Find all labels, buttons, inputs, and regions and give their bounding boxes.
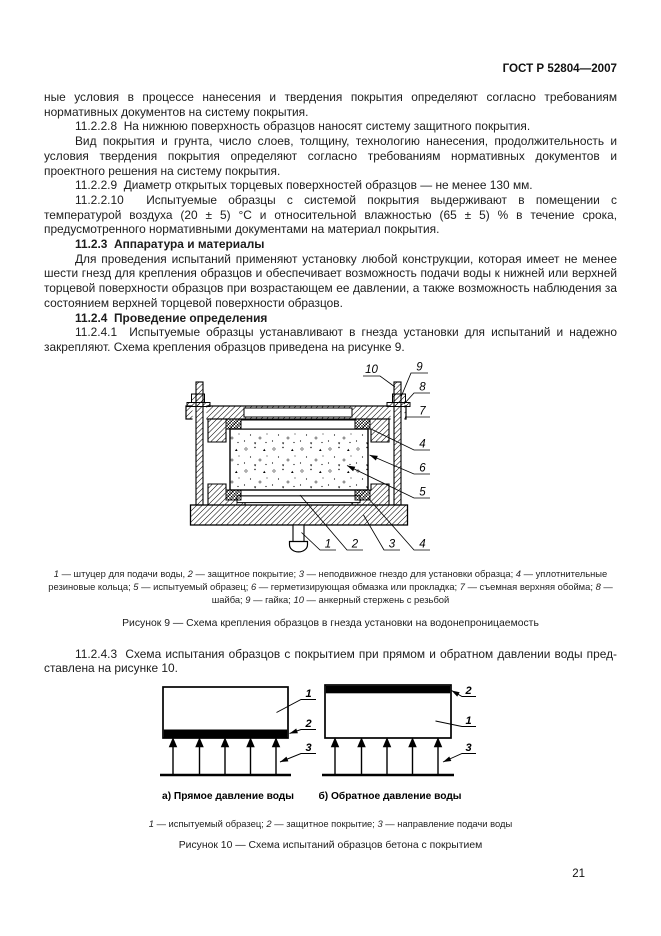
- clause-11229: 11.2.2.9 Диаметр открытых торцевых поверхностей образцов — не менее 130 мм.: [75, 178, 533, 193]
- paragraph-apparatus: Для проведения испытаний применяют установку любой конструкции, которая имеет не менее шести гнезд для крепления образцов и обеспечивает возможность подачи воды к нижней или верхней торцевой поверхности образцов при возрастающем ее давлении, а также возможность наблюдения за состоянием верхней торцевой поверхности образцов.: [44, 251, 617, 310]
- legend-item: [266, 818, 377, 829]
- legend-text: — испытуемый образец;: [138, 580, 251, 592]
- rubber-seal-bottom-right: [355, 490, 370, 500]
- base-plate: [191, 505, 408, 525]
- legend-text: — шайба;: [211, 580, 613, 605]
- legend-text: — уплотнительные резиновые кольца;: [48, 567, 608, 592]
- legend-item: [251, 581, 460, 592]
- callout-2: 2: [351, 538, 359, 551]
- paragraph-continuation: ные условия в процессе нанесения и твердения покрытия определяют согласно требованиям нормативных документов на систему покрытия.: [44, 90, 617, 119]
- callout-6: 6: [419, 462, 426, 475]
- legend-num: 6: [250, 580, 257, 592]
- paragraph-coating-type: Вид покрытия и грунта, число слоев, толщину, технологию нанесения, продолжительность и условия твердения покрытия определяют согласно требованиям нормативных документов и проектного решения на систему покрытия.: [44, 134, 617, 178]
- callout-b-1: 1: [465, 715, 472, 728]
- callout-1: 1: [324, 538, 332, 551]
- body-text: [44, 90, 617, 851]
- legend-num: 2: [266, 818, 272, 830]
- figure10-diagram: [158, 682, 503, 804]
- figure9: [44, 357, 617, 629]
- clause-11228: 11.2.2.8 На нижнюю поверхность образцов наносят систему защитного покрытия.: [75, 119, 531, 134]
- anchor-rod-left: [196, 382, 203, 505]
- coating-a: [164, 730, 287, 738]
- clause-11243: 11.2.4.3 Схема испытания образцов с покрытием при прямом и обратном давлении воды представлена на рисунке 10.: [44, 646, 617, 676]
- callout-4-upper: 4: [419, 438, 426, 451]
- legend-num: 4: [515, 567, 522, 579]
- legend-item: [377, 818, 512, 829]
- coating-b: [326, 686, 450, 694]
- fixture-cross-section: [186, 361, 430, 551]
- legend-text: — герметизирующая обмазка или прокладка;: [256, 580, 460, 592]
- legend-num: 9: [245, 593, 251, 605]
- legend-text: — защитное покрытие;: [192, 567, 299, 579]
- legend-num: 1: [148, 818, 154, 830]
- callout-3: 3: [388, 538, 396, 551]
- legend-text: — испытуемый образец;: [153, 818, 267, 830]
- rubber-seal-top-right: [355, 419, 370, 429]
- heading-1124: 11.2.4 Проведение определения: [75, 310, 268, 325]
- figure10-legend: [44, 817, 617, 830]
- clause-112210: 11.2.2.10 Испытуемые образцы с системой покрытия выдерживают в помещении с температурой воздуха (20 ± 5) °С и относительной влажностью (65 ± 5) % в течение срока, предусмотренного нормативными документами на материал покрытия.: [44, 192, 617, 237]
- legend-text: — съемная верхняя обойма;: [464, 580, 596, 592]
- water-arrows-a: [170, 739, 279, 774]
- legend-text: — гайка;: [250, 593, 294, 605]
- water-arrows-b: [332, 739, 441, 774]
- callout-7: 7: [419, 405, 426, 418]
- legend-text: — штуцер для подачи воды,: [58, 567, 188, 579]
- figure9-caption: Рисунок 9 — Схема крепления образцов в гнезда установки на водонепроницаемость: [122, 617, 539, 629]
- legend-text: — защитное покрытие;: [271, 818, 378, 830]
- water-inlet-fitting: [290, 525, 308, 552]
- legend-item: [133, 581, 251, 592]
- figure10-label-b: б) Обратное давление воды: [318, 791, 462, 803]
- legend-num: 5: [133, 580, 139, 592]
- callout-a-3: 3: [305, 742, 312, 755]
- legend-num: 10: [293, 593, 304, 605]
- reverse-pressure-scheme: [322, 685, 454, 775]
- legend-num: 8: [595, 580, 601, 592]
- rubber-seal-bottom-left: [226, 490, 241, 500]
- legend-item: [245, 594, 293, 605]
- legend-num: 2: [187, 567, 193, 579]
- protective-coating-layer: [241, 490, 355, 496]
- callout-a-1: 1: [305, 688, 312, 701]
- callout-4-lower: 4: [419, 538, 426, 551]
- rubber-seal-top-left: [226, 419, 241, 429]
- legend-num: 7: [459, 580, 465, 592]
- figure9-diagram: [158, 357, 503, 557]
- legend-num: 3: [298, 567, 304, 579]
- callout-9: 9: [416, 361, 423, 374]
- top-plate-window: [244, 408, 352, 417]
- legend-item: [293, 594, 449, 605]
- figure9-legend: [44, 567, 617, 606]
- legend-item: [460, 581, 596, 592]
- legend-text: — неподвижное гнездо для установки образца;: [303, 567, 516, 579]
- legend-num: 1: [53, 567, 59, 579]
- figure10-label-a: а) Прямое давление воды: [162, 791, 294, 803]
- callout-5: 5: [419, 486, 426, 499]
- direct-pressure-scheme: [160, 687, 291, 775]
- page-number: 21: [572, 868, 585, 880]
- legend-item: [299, 568, 516, 579]
- concrete-specimen: [230, 429, 368, 490]
- callout-8: 8: [419, 381, 426, 394]
- heading-1123: 11.2.3 Аппаратура и материалы: [75, 237, 265, 252]
- doc-code: ГОСТ Р 52804—2007: [502, 62, 617, 75]
- callout-b-3: 3: [465, 742, 472, 755]
- callout-b-2: 2: [465, 685, 472, 698]
- figure10: [44, 682, 617, 851]
- figure10-caption: Рисунок 10 — Схема испытаний образцов бетона с покрытием: [178, 840, 483, 852]
- callout-a-2: 2: [305, 718, 312, 731]
- socket-step-plate: [237, 495, 360, 502]
- legend-num: 3: [377, 818, 383, 830]
- lid-plate: [241, 420, 355, 429]
- clause-11241: 11.2.4.1 Испытуемые образцы устанавливают в гнезда установки для испытаний и надежно закрепляют. Схема крепления образцов приведена на рисунке 9.: [44, 325, 617, 354]
- legend-item: [188, 568, 299, 579]
- legend-item: [54, 568, 188, 579]
- legend-item: [149, 818, 267, 829]
- legend-text: — анкерный стержень с резьбой: [303, 593, 450, 605]
- callout-10: 10: [365, 363, 378, 376]
- legend-text: — направление подачи воды: [382, 818, 513, 830]
